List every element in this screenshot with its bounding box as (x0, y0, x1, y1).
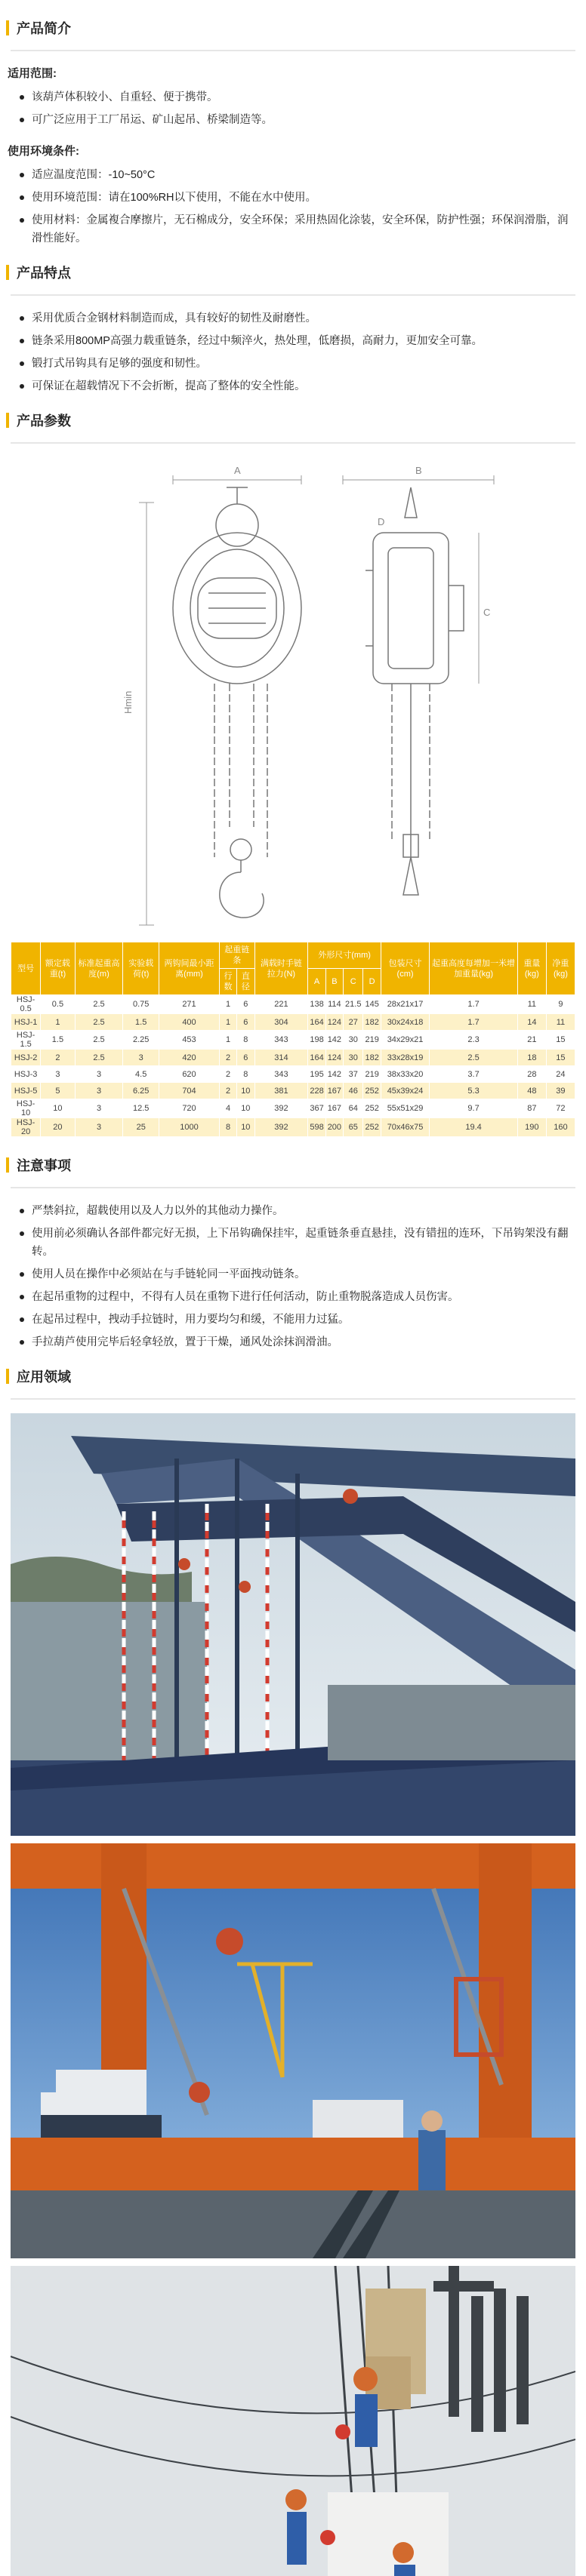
shipyard-crane-photo (11, 1843, 575, 2258)
table-cell: 10 (237, 1083, 255, 1099)
table-cell: HSJ-1.5 (11, 1031, 41, 1050)
table-row (11, 1118, 575, 1137)
section-marker (6, 265, 9, 280)
table-cell: 3.7 (430, 1066, 518, 1083)
table-cell: 314 (254, 1050, 308, 1066)
table-cell: 2.5 (75, 1014, 123, 1031)
th-chain-rows: 行数 (220, 969, 237, 995)
notes-list (20, 1202, 575, 1351)
table-cell: 6 (237, 1050, 255, 1066)
table-cell: 5 (41, 1083, 75, 1099)
table-cell: 381 (254, 1083, 308, 1099)
table-cell: 420 (159, 1050, 219, 1066)
table-cell: 142 (325, 1031, 343, 1050)
th-pack: 包装尺寸(cm) (381, 942, 429, 995)
dim-label-c: C (483, 607, 491, 618)
table-cell: 87 (517, 1099, 546, 1118)
table-cell: HSJ-5 (11, 1083, 41, 1099)
th-chain-dia: 直径 (237, 969, 255, 995)
table-cell: 200 (325, 1118, 343, 1137)
table-cell: 8 (220, 1118, 237, 1137)
table-cell: 33x28x19 (381, 1050, 429, 1066)
table-row (11, 1099, 575, 1118)
section-marker (6, 413, 9, 428)
table-cell: 1.7 (430, 995, 518, 1014)
table-row (11, 995, 575, 1014)
table-cell: 343 (254, 1066, 308, 1083)
table-cell: 14 (517, 1014, 546, 1031)
table-cell: 124 (325, 1014, 343, 1031)
params-table-body (11, 995, 575, 1137)
table-row (11, 1031, 575, 1050)
table-cell: 2.5 (75, 1031, 123, 1050)
table-cell: 1 (220, 995, 237, 1014)
table-cell: 4 (220, 1099, 237, 1118)
th-model: 型号 (11, 942, 41, 995)
env-heading: 使用环境条件: (8, 145, 79, 158)
table-cell: 124 (325, 1050, 343, 1066)
th-pull-force: 满载时手链拉力(N) (254, 942, 308, 995)
table-cell: 11 (517, 995, 546, 1014)
table-cell: 167 (325, 1099, 343, 1118)
table-cell: 1.5 (41, 1031, 75, 1050)
table-cell: 4.5 (123, 1066, 159, 1083)
table-cell: 271 (159, 995, 219, 1014)
table-cell: 219 (363, 1066, 381, 1083)
section-title-params: 产品参数 (0, 409, 586, 432)
section-title-features: 产品特点 (0, 261, 586, 284)
table-cell: 46 (344, 1083, 363, 1099)
table-cell: 28 (517, 1066, 546, 1083)
section-divider (11, 50, 575, 51)
table-cell: 160 (546, 1118, 575, 1137)
table-cell: 392 (254, 1118, 308, 1137)
table-cell: 1 (220, 1014, 237, 1031)
table-cell: 1 (220, 1031, 237, 1050)
table-cell: 2.25 (123, 1031, 159, 1050)
table-cell: HSJ-10 (11, 1099, 41, 1118)
list-item: 使用环境范围：请在100%RH以下使用，不能在水中使用。 (20, 189, 575, 207)
table-cell: 190 (517, 1118, 546, 1137)
table-cell: 48 (517, 1083, 546, 1099)
params-table (11, 942, 575, 1137)
table-cell: 453 (159, 1031, 219, 1050)
table-cell: 3 (41, 1066, 75, 1083)
list-item: 可保证在超载情况下不会折断，提高了整体的安全性能。 (20, 377, 575, 395)
th-dim-d: D (363, 969, 381, 995)
dim-label-hmin: Hmin (122, 690, 134, 714)
list-item: 手拉葫芦使用完毕后轻拿轻放，置于干燥，通风处涂抹润滑油。 (20, 1333, 575, 1351)
table-cell: 64 (344, 1099, 363, 1118)
power-line-work-photo (11, 2266, 575, 2576)
table-cell: HSJ-0.5 (11, 995, 41, 1014)
table-cell: 2 (220, 1066, 237, 1083)
th-chain: 起重链条 (220, 942, 255, 969)
table-cell: 55x51x29 (381, 1099, 429, 1118)
table-cell: 598 (308, 1118, 325, 1137)
th-dim-a: A (308, 969, 325, 995)
th-dim-c: C (344, 969, 363, 995)
table-cell: 228 (308, 1083, 325, 1099)
table-cell: 45x39x24 (381, 1083, 429, 1099)
table-cell: 0.5 (41, 995, 75, 1014)
table-cell: 2.5 (430, 1050, 518, 1066)
section-title-intro: 产品简介 (0, 17, 586, 39)
table-cell: 3 (75, 1083, 123, 1099)
table-cell: 343 (254, 1031, 308, 1050)
features-list (20, 309, 575, 395)
table-cell: 142 (325, 1066, 343, 1083)
table-cell: 3 (75, 1099, 123, 1118)
table-cell: 11 (546, 1014, 575, 1031)
table-cell: HSJ-1 (11, 1014, 41, 1031)
table-cell: 72 (546, 1099, 575, 1118)
table-cell: 2.3 (430, 1031, 518, 1050)
th-extra-weight: 起重高度每增加一米增加重量(kg) (430, 942, 518, 995)
table-cell: 10 (41, 1099, 75, 1118)
table-cell: HSJ-20 (11, 1118, 41, 1137)
section-divider (11, 1187, 575, 1188)
table-row (11, 1066, 575, 1083)
list-item: 链条采用800MP高强力载重链条，经过中频淬火，热处理，低磨损，高耐力，更加安全可靠。 (20, 332, 575, 350)
table-cell: 30 (344, 1031, 363, 1050)
table-cell: 25 (123, 1118, 159, 1137)
section-marker (6, 1369, 9, 1384)
hoist-technical-drawing (11, 457, 575, 931)
table-cell: 70x46x75 (381, 1118, 429, 1137)
th-test-load: 实验载荷(t) (123, 942, 159, 995)
table-cell: 2 (220, 1050, 237, 1066)
list-item: 在起吊重物的过程中，不得有人员在重物下进行任何活动，防止重物脱落造成人员伤害。 (20, 1288, 575, 1306)
table-cell: 1 (41, 1014, 75, 1031)
th-dims: 外形尺寸(mm) (308, 942, 381, 969)
table-cell: 3 (75, 1066, 123, 1083)
dim-label-d: D (378, 516, 385, 527)
table-cell: 38x33x20 (381, 1066, 429, 1083)
table-cell: 138 (308, 995, 325, 1014)
table-cell: 392 (254, 1099, 308, 1118)
table-cell: 19.4 (430, 1118, 518, 1137)
table-cell: 2 (220, 1083, 237, 1099)
table-cell: 65 (344, 1118, 363, 1137)
th-std-lift: 标准起重高度(m) (75, 942, 123, 995)
table-cell: 720 (159, 1099, 219, 1118)
table-cell: 21 (517, 1031, 546, 1050)
table-cell: 182 (363, 1014, 381, 1031)
table-row (11, 1014, 575, 1031)
table-cell: 15 (546, 1050, 575, 1066)
th-capacity: 额定载重(t) (41, 942, 75, 995)
table-cell: 28x21x17 (381, 995, 429, 1014)
table-cell: 195 (308, 1066, 325, 1083)
section-title-applications: 应用领域 (0, 1365, 586, 1388)
table-cell: 182 (363, 1050, 381, 1066)
list-item: 适应温度范围：-10~50°C (20, 166, 575, 184)
table-cell: 37 (344, 1066, 363, 1083)
th-min-dist: 两钩间最小距离(mm) (159, 942, 219, 995)
table-cell: 8 (237, 1031, 255, 1050)
list-item: 使用前必须确认各部件都完好无损，上下吊钩确保挂牢，起重链条垂直悬挂，没有错扭的连环，下吊钩架没有翻转。 (20, 1225, 575, 1261)
table-cell: 21.5 (344, 995, 363, 1014)
table-cell: 114 (325, 995, 343, 1014)
env-list (20, 166, 575, 247)
section-divider (11, 1398, 575, 1400)
table-cell: 219 (363, 1031, 381, 1050)
table-row (11, 1083, 575, 1099)
table-cell: 145 (363, 995, 381, 1014)
table-cell: 2.5 (75, 995, 123, 1014)
list-item: 采用优质合金钢材料制造而成，具有较好的韧性及耐磨性。 (20, 309, 575, 327)
table-cell: 30 (344, 1050, 363, 1066)
list-item: 锻打式吊钩具有足够的强度和韧性。 (20, 355, 575, 373)
table-cell: 39 (546, 1083, 575, 1099)
table-cell: 2.5 (75, 1050, 123, 1066)
table-cell: 6 (237, 995, 255, 1014)
table-cell: 367 (308, 1099, 325, 1118)
section-divider (11, 442, 575, 444)
list-item: 在起吊过程中，拽动手拉链时，用力要均匀和缓，不能用力过猛。 (20, 1311, 575, 1329)
th-net: 重量(kg) (517, 942, 546, 995)
table-cell: 30x24x18 (381, 1014, 429, 1031)
table-cell: 164 (308, 1050, 325, 1066)
scope-list (20, 88, 575, 129)
scope-heading: 适用范围: (8, 67, 57, 80)
table-cell: 1.7 (430, 1014, 518, 1031)
table-cell: 252 (363, 1118, 381, 1137)
table-row (11, 1050, 575, 1066)
table-cell: HSJ-3 (11, 1066, 41, 1083)
table-cell: 12.5 (123, 1099, 159, 1118)
table-cell: 6 (237, 1014, 255, 1031)
table-cell: 20 (41, 1118, 75, 1137)
table-cell: 304 (254, 1014, 308, 1031)
dim-label-a: A (234, 465, 241, 476)
table-cell: 252 (363, 1083, 381, 1099)
table-cell: 10 (237, 1118, 255, 1137)
table-cell: 34x29x21 (381, 1031, 429, 1050)
table-cell: 6.25 (123, 1083, 159, 1099)
section-marker (6, 20, 9, 35)
table-cell: 27 (344, 1014, 363, 1031)
hoist-drawing-svg (11, 457, 575, 931)
table-cell: 8 (237, 1066, 255, 1083)
table-cell: 2 (41, 1050, 75, 1066)
section-divider (11, 294, 575, 296)
table-cell: 400 (159, 1014, 219, 1031)
table-cell: 24 (546, 1066, 575, 1083)
table-cell: 164 (308, 1014, 325, 1031)
table-cell: 1000 (159, 1118, 219, 1137)
th-gross: 净重(kg) (546, 942, 575, 995)
table-cell: 167 (325, 1083, 343, 1099)
section-title-notes: 注意事项 (0, 1154, 586, 1176)
table-cell: 198 (308, 1031, 325, 1050)
table-cell: 221 (254, 995, 308, 1014)
table-cell: 9 (546, 995, 575, 1014)
list-item: 该葫芦体积较小、自重轻、便于携带。 (20, 88, 575, 106)
table-cell: 15 (546, 1031, 575, 1050)
list-item: 严禁斜拉，超载使用以及人力以外的其他动力操作。 (20, 1202, 575, 1220)
table-cell: 9.7 (430, 1099, 518, 1118)
section-marker (6, 1157, 9, 1173)
table-cell: 704 (159, 1083, 219, 1099)
th-dim-b: B (325, 969, 343, 995)
table-cell: 5.3 (430, 1083, 518, 1099)
dim-label-b: B (415, 465, 422, 476)
table-cell: HSJ-2 (11, 1050, 41, 1066)
table-cell: 18 (517, 1050, 546, 1066)
list-item: 可广泛应用于工厂吊运、矿山起吊、桥梁制造等。 (20, 111, 575, 129)
table-cell: 3 (75, 1118, 123, 1137)
bridge-construction-photo (11, 1413, 575, 1836)
list-item: 使用人员在操作中必须站在与手链轮同一平面拽动链条。 (20, 1265, 575, 1283)
table-cell: 3 (123, 1050, 159, 1066)
table-cell: 252 (363, 1099, 381, 1118)
table-cell: 10 (237, 1099, 255, 1118)
list-item: 使用材料：金属複合摩擦片，无石棉成分，安全环保；采用热固化涂装，安全环保，防护性强；环保润滑脂，润滑性能好。 (20, 211, 575, 247)
table-cell: 620 (159, 1066, 219, 1083)
table-cell: 0.75 (123, 995, 159, 1014)
table-cell: 1.5 (123, 1014, 159, 1031)
